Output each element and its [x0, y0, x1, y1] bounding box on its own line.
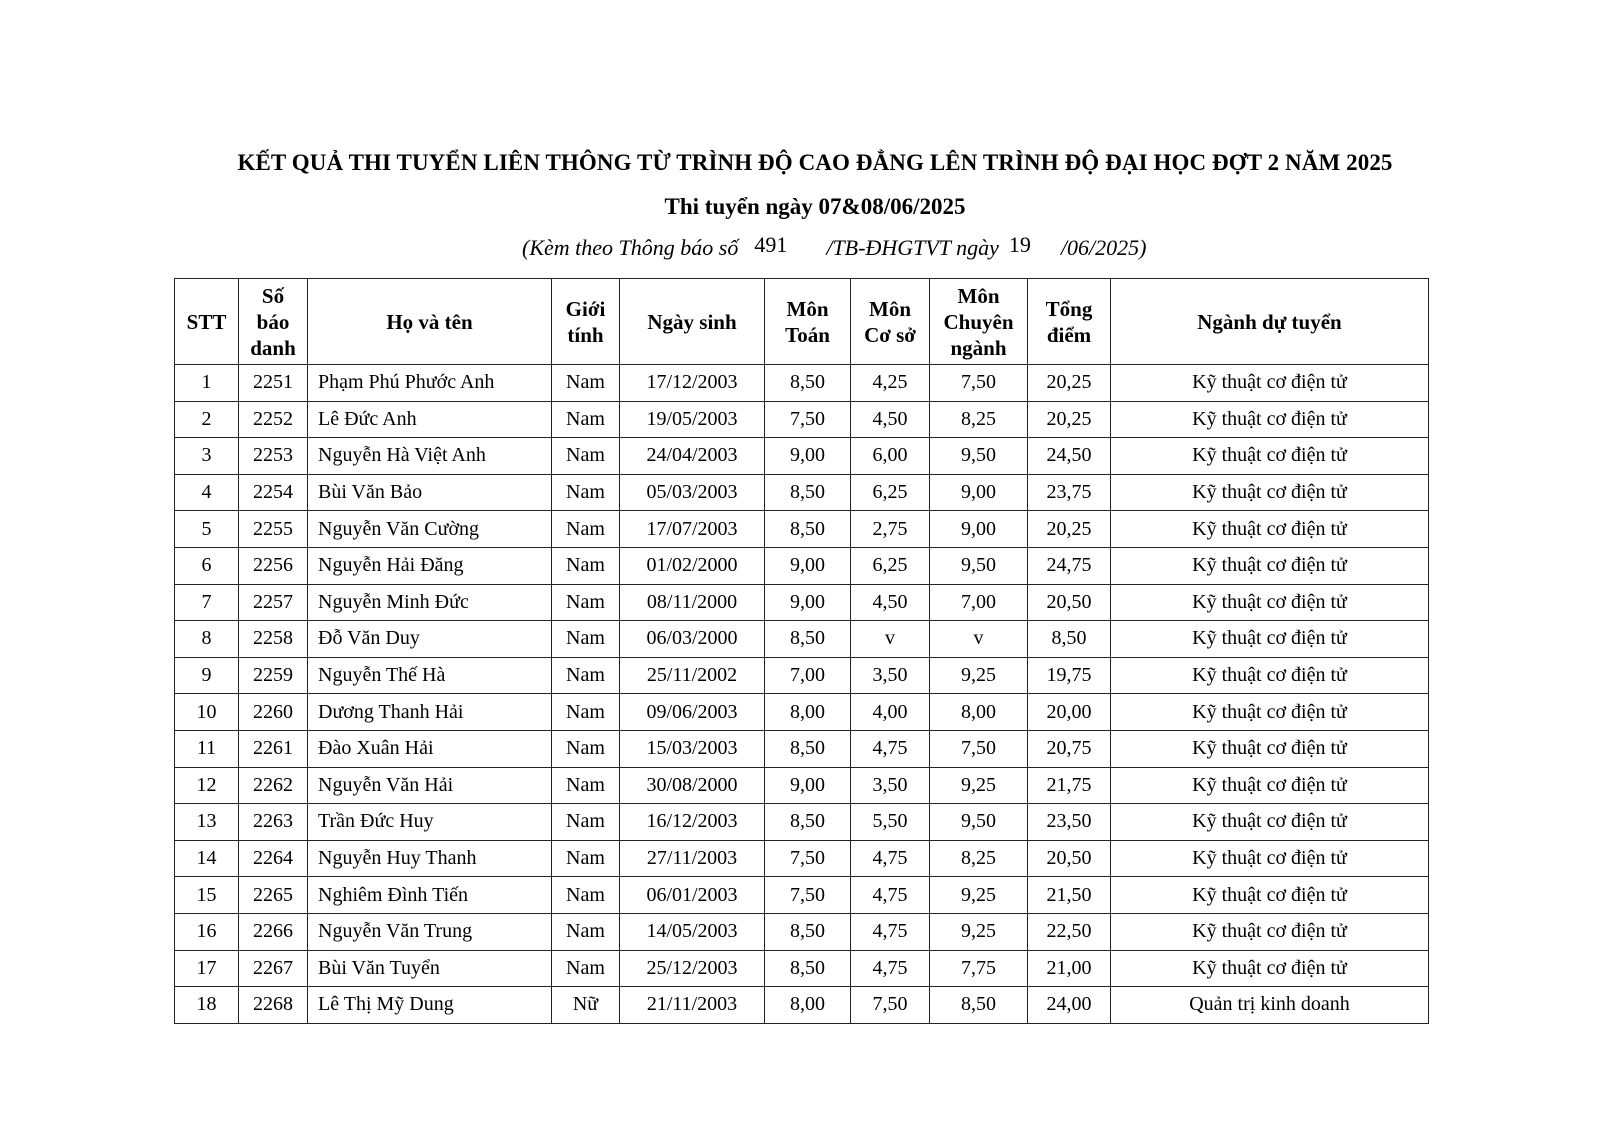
base-score-cell: 4,50 [851, 401, 930, 438]
sbd-cell: 2262 [239, 767, 308, 804]
math-score-cell: 9,00 [765, 767, 851, 804]
table-row [175, 547, 1429, 584]
total-score-cell: 24,75 [1028, 547, 1111, 584]
major-score-cell: 8,25 [930, 401, 1028, 438]
total-score-cell: 20,25 [1028, 511, 1111, 548]
program-cell: Kỹ thuật cơ điện tử [1111, 401, 1429, 438]
stt-cell: 8 [175, 621, 239, 658]
program-cell: Kỹ thuật cơ điện tử [1111, 804, 1429, 841]
name-cell: Đào Xuân Hải [308, 730, 552, 767]
base-score-cell: 3,50 [851, 657, 930, 694]
program-cell: Kỹ thuật cơ điện tử [1111, 547, 1429, 584]
name-cell: Nguyễn Văn Cường [308, 511, 552, 548]
sbd-cell: 2255 [239, 511, 308, 548]
header-name: Họ và tên [308, 279, 552, 365]
base-score-cell: v [851, 621, 930, 658]
math-score-cell: 7,50 [765, 401, 851, 438]
dob-cell: 25/11/2002 [620, 657, 765, 694]
name-cell: Lê Thị Mỹ Dung [308, 987, 552, 1024]
math-score-cell: 7,50 [765, 877, 851, 914]
gender-cell: Nam [552, 657, 620, 694]
math-score-cell: 8,50 [765, 730, 851, 767]
stt-cell: 4 [175, 474, 239, 511]
table-row [175, 804, 1429, 841]
stt-cell: 10 [175, 694, 239, 731]
stt-cell: 1 [175, 365, 239, 402]
program-cell: Kỹ thuật cơ điện tử [1111, 474, 1429, 511]
total-score-cell: 24,00 [1028, 987, 1111, 1024]
total-score-cell: 20,75 [1028, 730, 1111, 767]
major-score-cell: 9,50 [930, 547, 1028, 584]
total-score-cell: 19,75 [1028, 657, 1111, 694]
name-cell: Nguyễn Huy Thanh [308, 840, 552, 877]
name-cell: Nguyễn Văn Trung [308, 913, 552, 950]
reference-middle: /TB-ĐHGTVT ngày [826, 235, 999, 260]
math-score-cell: 8,00 [765, 987, 851, 1024]
name-cell: Nguyễn Thế Hà [308, 657, 552, 694]
base-score-cell: 3,50 [851, 767, 930, 804]
math-score-cell: 8,50 [765, 474, 851, 511]
math-score-cell: 9,00 [765, 547, 851, 584]
gender-cell: Nam [552, 694, 620, 731]
stt-cell: 7 [175, 584, 239, 621]
header-dob: Ngày sinh [620, 279, 765, 365]
table-row [175, 840, 1429, 877]
name-cell: Trần Đức Huy [308, 804, 552, 841]
math-score-cell: 8,50 [765, 913, 851, 950]
base-score-cell: 5,50 [851, 804, 930, 841]
table-row [175, 950, 1429, 987]
base-score-cell: 4,25 [851, 365, 930, 402]
reference-suffix: /06/2025) [1060, 235, 1147, 260]
major-score-cell: 8,50 [930, 987, 1028, 1024]
gender-cell: Nam [552, 804, 620, 841]
total-score-cell: 21,50 [1028, 877, 1111, 914]
name-cell: Nghiêm Đình Tiến [308, 877, 552, 914]
math-score-cell: 8,50 [765, 950, 851, 987]
math-score-cell: 8,50 [765, 511, 851, 548]
total-score-cell: 20,50 [1028, 584, 1111, 621]
total-score-cell: 20,00 [1028, 694, 1111, 731]
major-score-cell: 9,25 [930, 913, 1028, 950]
header-gender: Giới tính [552, 279, 620, 365]
dob-cell: 27/11/2003 [620, 840, 765, 877]
sbd-cell: 2264 [239, 840, 308, 877]
stt-cell: 11 [175, 730, 239, 767]
header-row [175, 279, 1429, 365]
base-score-cell: 4,75 [851, 877, 930, 914]
name-cell: Dương Thanh Hải [308, 694, 552, 731]
table-row [175, 474, 1429, 511]
stt-cell: 18 [175, 987, 239, 1024]
total-score-cell: 20,25 [1028, 365, 1111, 402]
gender-cell: Nam [552, 401, 620, 438]
base-score-cell: 7,50 [851, 987, 930, 1024]
program-cell: Kỹ thuật cơ điện tử [1111, 913, 1429, 950]
sbd-cell: 2263 [239, 804, 308, 841]
major-score-cell: 8,00 [930, 694, 1028, 731]
dob-cell: 08/11/2000 [620, 584, 765, 621]
table-row [175, 877, 1429, 914]
name-cell: Nguyễn Hà Việt Anh [308, 438, 552, 475]
program-cell: Kỹ thuật cơ điện tử [1111, 657, 1429, 694]
sbd-cell: 2261 [239, 730, 308, 767]
stt-cell: 13 [175, 804, 239, 841]
program-cell: Kỹ thuật cơ điện tử [1111, 950, 1429, 987]
total-score-cell: 22,50 [1028, 913, 1111, 950]
program-cell: Kỹ thuật cơ điện tử [1111, 511, 1429, 548]
total-score-cell: 24,50 [1028, 438, 1111, 475]
base-score-cell: 4,75 [851, 950, 930, 987]
dob-cell: 24/04/2003 [620, 438, 765, 475]
major-score-cell: 9,25 [930, 657, 1028, 694]
table-row [175, 511, 1429, 548]
header-total: Tổng điểm [1028, 279, 1111, 365]
major-score-cell: 9,50 [930, 438, 1028, 475]
program-cell: Kỹ thuật cơ điện tử [1111, 730, 1429, 767]
gender-cell: Nam [552, 438, 620, 475]
dob-cell: 09/06/2003 [620, 694, 765, 731]
major-score-cell: 7,00 [930, 584, 1028, 621]
table-row [175, 767, 1429, 804]
math-score-cell: 8,50 [765, 365, 851, 402]
program-cell: Kỹ thuật cơ điện tử [1111, 621, 1429, 658]
name-cell: Đỗ Văn Duy [308, 621, 552, 658]
math-score-cell: 8,50 [765, 621, 851, 658]
program-cell: Kỹ thuật cơ điện tử [1111, 584, 1429, 621]
stt-cell: 15 [175, 877, 239, 914]
sbd-cell: 2268 [239, 987, 308, 1024]
major-score-cell: 8,25 [930, 840, 1028, 877]
program-cell: Quản trị kinh doanh [1111, 987, 1429, 1024]
dob-cell: 01/02/2000 [620, 547, 765, 584]
sbd-cell: 2252 [239, 401, 308, 438]
table-row [175, 913, 1429, 950]
name-cell: Bùi Văn Tuyển [308, 950, 552, 987]
name-cell: Nguyễn Minh Đức [308, 584, 552, 621]
major-score-cell: 9,50 [930, 804, 1028, 841]
dob-cell: 17/12/2003 [620, 365, 765, 402]
name-cell: Nguyễn Hải Đăng [308, 547, 552, 584]
gender-cell: Nam [552, 474, 620, 511]
sbd-cell: 2251 [239, 365, 308, 402]
table-row [175, 584, 1429, 621]
math-score-cell: 9,00 [765, 438, 851, 475]
base-score-cell: 4,00 [851, 694, 930, 731]
dob-cell: 05/03/2003 [620, 474, 765, 511]
gender-cell: Nam [552, 365, 620, 402]
table-row [175, 365, 1429, 402]
program-cell: Kỹ thuật cơ điện tử [1111, 840, 1429, 877]
major-score-cell: 7,50 [930, 730, 1028, 767]
dob-cell: 15/03/2003 [620, 730, 765, 767]
major-score-cell: 9,00 [930, 474, 1028, 511]
document-subtitle: Thi tuyển ngày 07&08/06/2025 [664, 194, 966, 219]
table-row [175, 438, 1429, 475]
major-score-cell: 7,75 [930, 950, 1028, 987]
math-score-cell: 7,00 [765, 657, 851, 694]
gender-cell: Nam [552, 877, 620, 914]
total-score-cell: 21,00 [1028, 950, 1111, 987]
sbd-cell: 2259 [239, 657, 308, 694]
math-score-cell: 9,00 [765, 584, 851, 621]
dob-cell: 17/07/2003 [620, 511, 765, 548]
header-stt: STT [175, 279, 239, 365]
total-score-cell: 23,75 [1028, 474, 1111, 511]
program-cell: Kỹ thuật cơ điện tử [1111, 694, 1429, 731]
table-row [175, 621, 1429, 658]
gender-cell: Nam [552, 840, 620, 877]
major-score-cell: 9,25 [930, 767, 1028, 804]
sbd-cell: 2257 [239, 584, 308, 621]
base-score-cell: 4,75 [851, 730, 930, 767]
total-score-cell: 23,50 [1028, 804, 1111, 841]
major-score-cell: 7,50 [930, 365, 1028, 402]
gender-cell: Nữ [552, 987, 620, 1024]
stt-cell: 14 [175, 840, 239, 877]
gender-cell: Nam [552, 621, 620, 658]
major-score-cell: 9,00 [930, 511, 1028, 548]
table-row [175, 694, 1429, 731]
base-score-cell: 6,25 [851, 474, 930, 511]
sbd-cell: 2258 [239, 621, 308, 658]
math-score-cell: 7,50 [765, 840, 851, 877]
stt-cell: 9 [175, 657, 239, 694]
gender-cell: Nam [552, 730, 620, 767]
sbd-cell: 2253 [239, 438, 308, 475]
stt-cell: 17 [175, 950, 239, 987]
gender-cell: Nam [552, 767, 620, 804]
reference-number: 491 [754, 232, 788, 257]
program-cell: Kỹ thuật cơ điện tử [1111, 438, 1429, 475]
dob-cell: 16/12/2003 [620, 804, 765, 841]
total-score-cell: 8,50 [1028, 621, 1111, 658]
base-score-cell: 4,75 [851, 913, 930, 950]
sbd-cell: 2265 [239, 877, 308, 914]
base-score-cell: 6,00 [851, 438, 930, 475]
dob-cell: 06/01/2003 [620, 877, 765, 914]
program-cell: Kỹ thuật cơ điện tử [1111, 767, 1429, 804]
document-title: KẾT QUẢ THI TUYỂN LIÊN THÔNG TỪ TRÌNH ĐỘ CAO ĐẲNG LÊN TRÌNH ĐỘ ĐẠI HỌC ĐỢT 2 NĂM 2025 [237, 150, 1393, 175]
base-score-cell: 4,75 [851, 840, 930, 877]
header-program: Ngành dự tuyển [1111, 279, 1429, 365]
stt-cell: 5 [175, 511, 239, 548]
dob-cell: 30/08/2000 [620, 767, 765, 804]
total-score-cell: 20,25 [1028, 401, 1111, 438]
major-score-cell: 9,25 [930, 877, 1028, 914]
header-sbd: Số báo danh [239, 279, 308, 365]
sbd-cell: 2267 [239, 950, 308, 987]
name-cell: Lê Đức Anh [308, 401, 552, 438]
reference-line [522, 232, 1147, 261]
base-score-cell: 2,75 [851, 511, 930, 548]
program-cell: Kỹ thuật cơ điện tử [1111, 365, 1429, 402]
reference-day: 19 [1008, 232, 1031, 257]
program-cell: Kỹ thuật cơ điện tử [1111, 877, 1429, 914]
header-major-subject: Môn Chuyên ngành [930, 279, 1028, 365]
gender-cell: Nam [552, 547, 620, 584]
math-score-cell: 8,00 [765, 694, 851, 731]
base-score-cell: 6,25 [851, 547, 930, 584]
base-score-cell: 4,50 [851, 584, 930, 621]
results-table [174, 278, 1429, 1024]
stt-cell: 12 [175, 767, 239, 804]
stt-cell: 2 [175, 401, 239, 438]
stt-cell: 16 [175, 913, 239, 950]
dob-cell: 25/12/2003 [620, 950, 765, 987]
reference-prefix: (Kèm theo Thông báo số [522, 235, 739, 260]
name-cell: Nguyễn Văn Hải [308, 767, 552, 804]
dob-cell: 19/05/2003 [620, 401, 765, 438]
sbd-cell: 2254 [239, 474, 308, 511]
header-base: Môn Cơ sở [851, 279, 930, 365]
gender-cell: Nam [552, 913, 620, 950]
table-row [175, 657, 1429, 694]
sbd-cell: 2256 [239, 547, 308, 584]
sbd-cell: 2260 [239, 694, 308, 731]
dob-cell: 14/05/2003 [620, 913, 765, 950]
total-score-cell: 21,75 [1028, 767, 1111, 804]
sbd-cell: 2266 [239, 913, 308, 950]
header-math: Môn Toán [765, 279, 851, 365]
gender-cell: Nam [552, 511, 620, 548]
gender-cell: Nam [552, 584, 620, 621]
major-score-cell: v [930, 621, 1028, 658]
name-cell: Phạm Phú Phước Anh [308, 365, 552, 402]
dob-cell: 21/11/2003 [620, 987, 765, 1024]
dob-cell: 06/03/2000 [620, 621, 765, 658]
table-row [175, 401, 1429, 438]
name-cell: Bùi Văn Bảo [308, 474, 552, 511]
total-score-cell: 20,50 [1028, 840, 1111, 877]
table-row [175, 730, 1429, 767]
gender-cell: Nam [552, 950, 620, 987]
table-row [175, 987, 1429, 1024]
stt-cell: 3 [175, 438, 239, 475]
math-score-cell: 8,50 [765, 804, 851, 841]
stt-cell: 6 [175, 547, 239, 584]
